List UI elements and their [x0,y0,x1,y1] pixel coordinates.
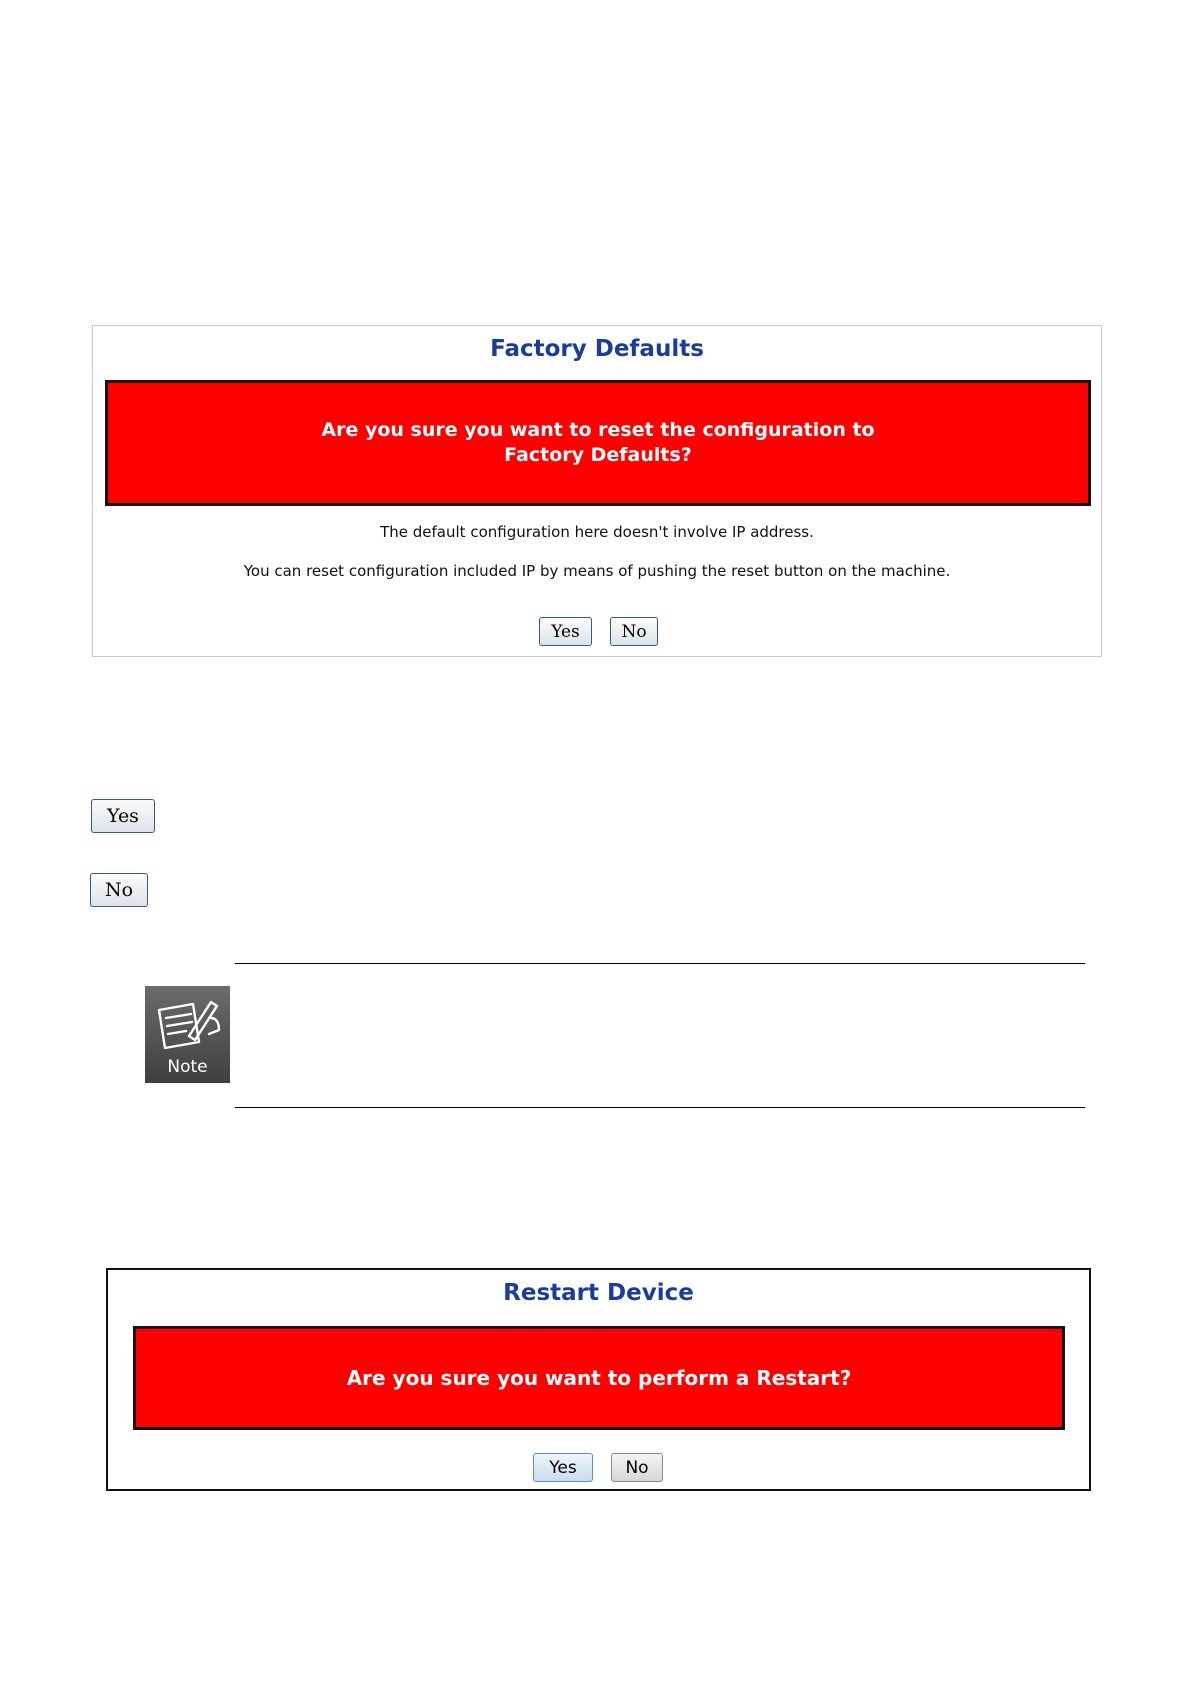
restart-device-panel [106,1268,1091,1491]
restart-device-title: Restart Device [503,1280,694,1306]
pencil-paper-icon [153,996,223,1058]
note-divider-bottom [235,1107,1085,1108]
factory-defaults-no-button[interactable]: No [610,617,658,646]
note-icon [145,986,230,1083]
factory-defaults-panel [92,325,1102,657]
factory-defaults-warning-box [105,380,1091,506]
restart-device-warning-box [133,1326,1065,1430]
factory-defaults-info-reset-button: You can reset configuration included IP by means of pushing the reset button on the machine. [243,562,951,580]
restart-device-yes-button[interactable]: Yes [533,1453,593,1482]
factory-defaults-warning-line1: Are you sure you want to reset the configuration to [321,419,875,441]
restart-device-warning-text: Are you sure you want to perform a Restart? [346,1365,852,1390]
legend-no-button[interactable]: No [90,873,148,907]
restart-device-no-button[interactable]: No [611,1453,663,1482]
legend-yes-button[interactable]: Yes [91,799,155,833]
factory-defaults-info-ip: The default configuration here doesn't involve IP address. [380,523,814,541]
note-divider-top [235,963,1085,964]
factory-defaults-yes-button[interactable]: Yes [539,617,592,646]
factory-defaults-warning-line2: Factory Defaults? [504,444,692,466]
note-label: Note [167,1057,208,1077]
factory-defaults-title: Factory Defaults [490,336,704,362]
